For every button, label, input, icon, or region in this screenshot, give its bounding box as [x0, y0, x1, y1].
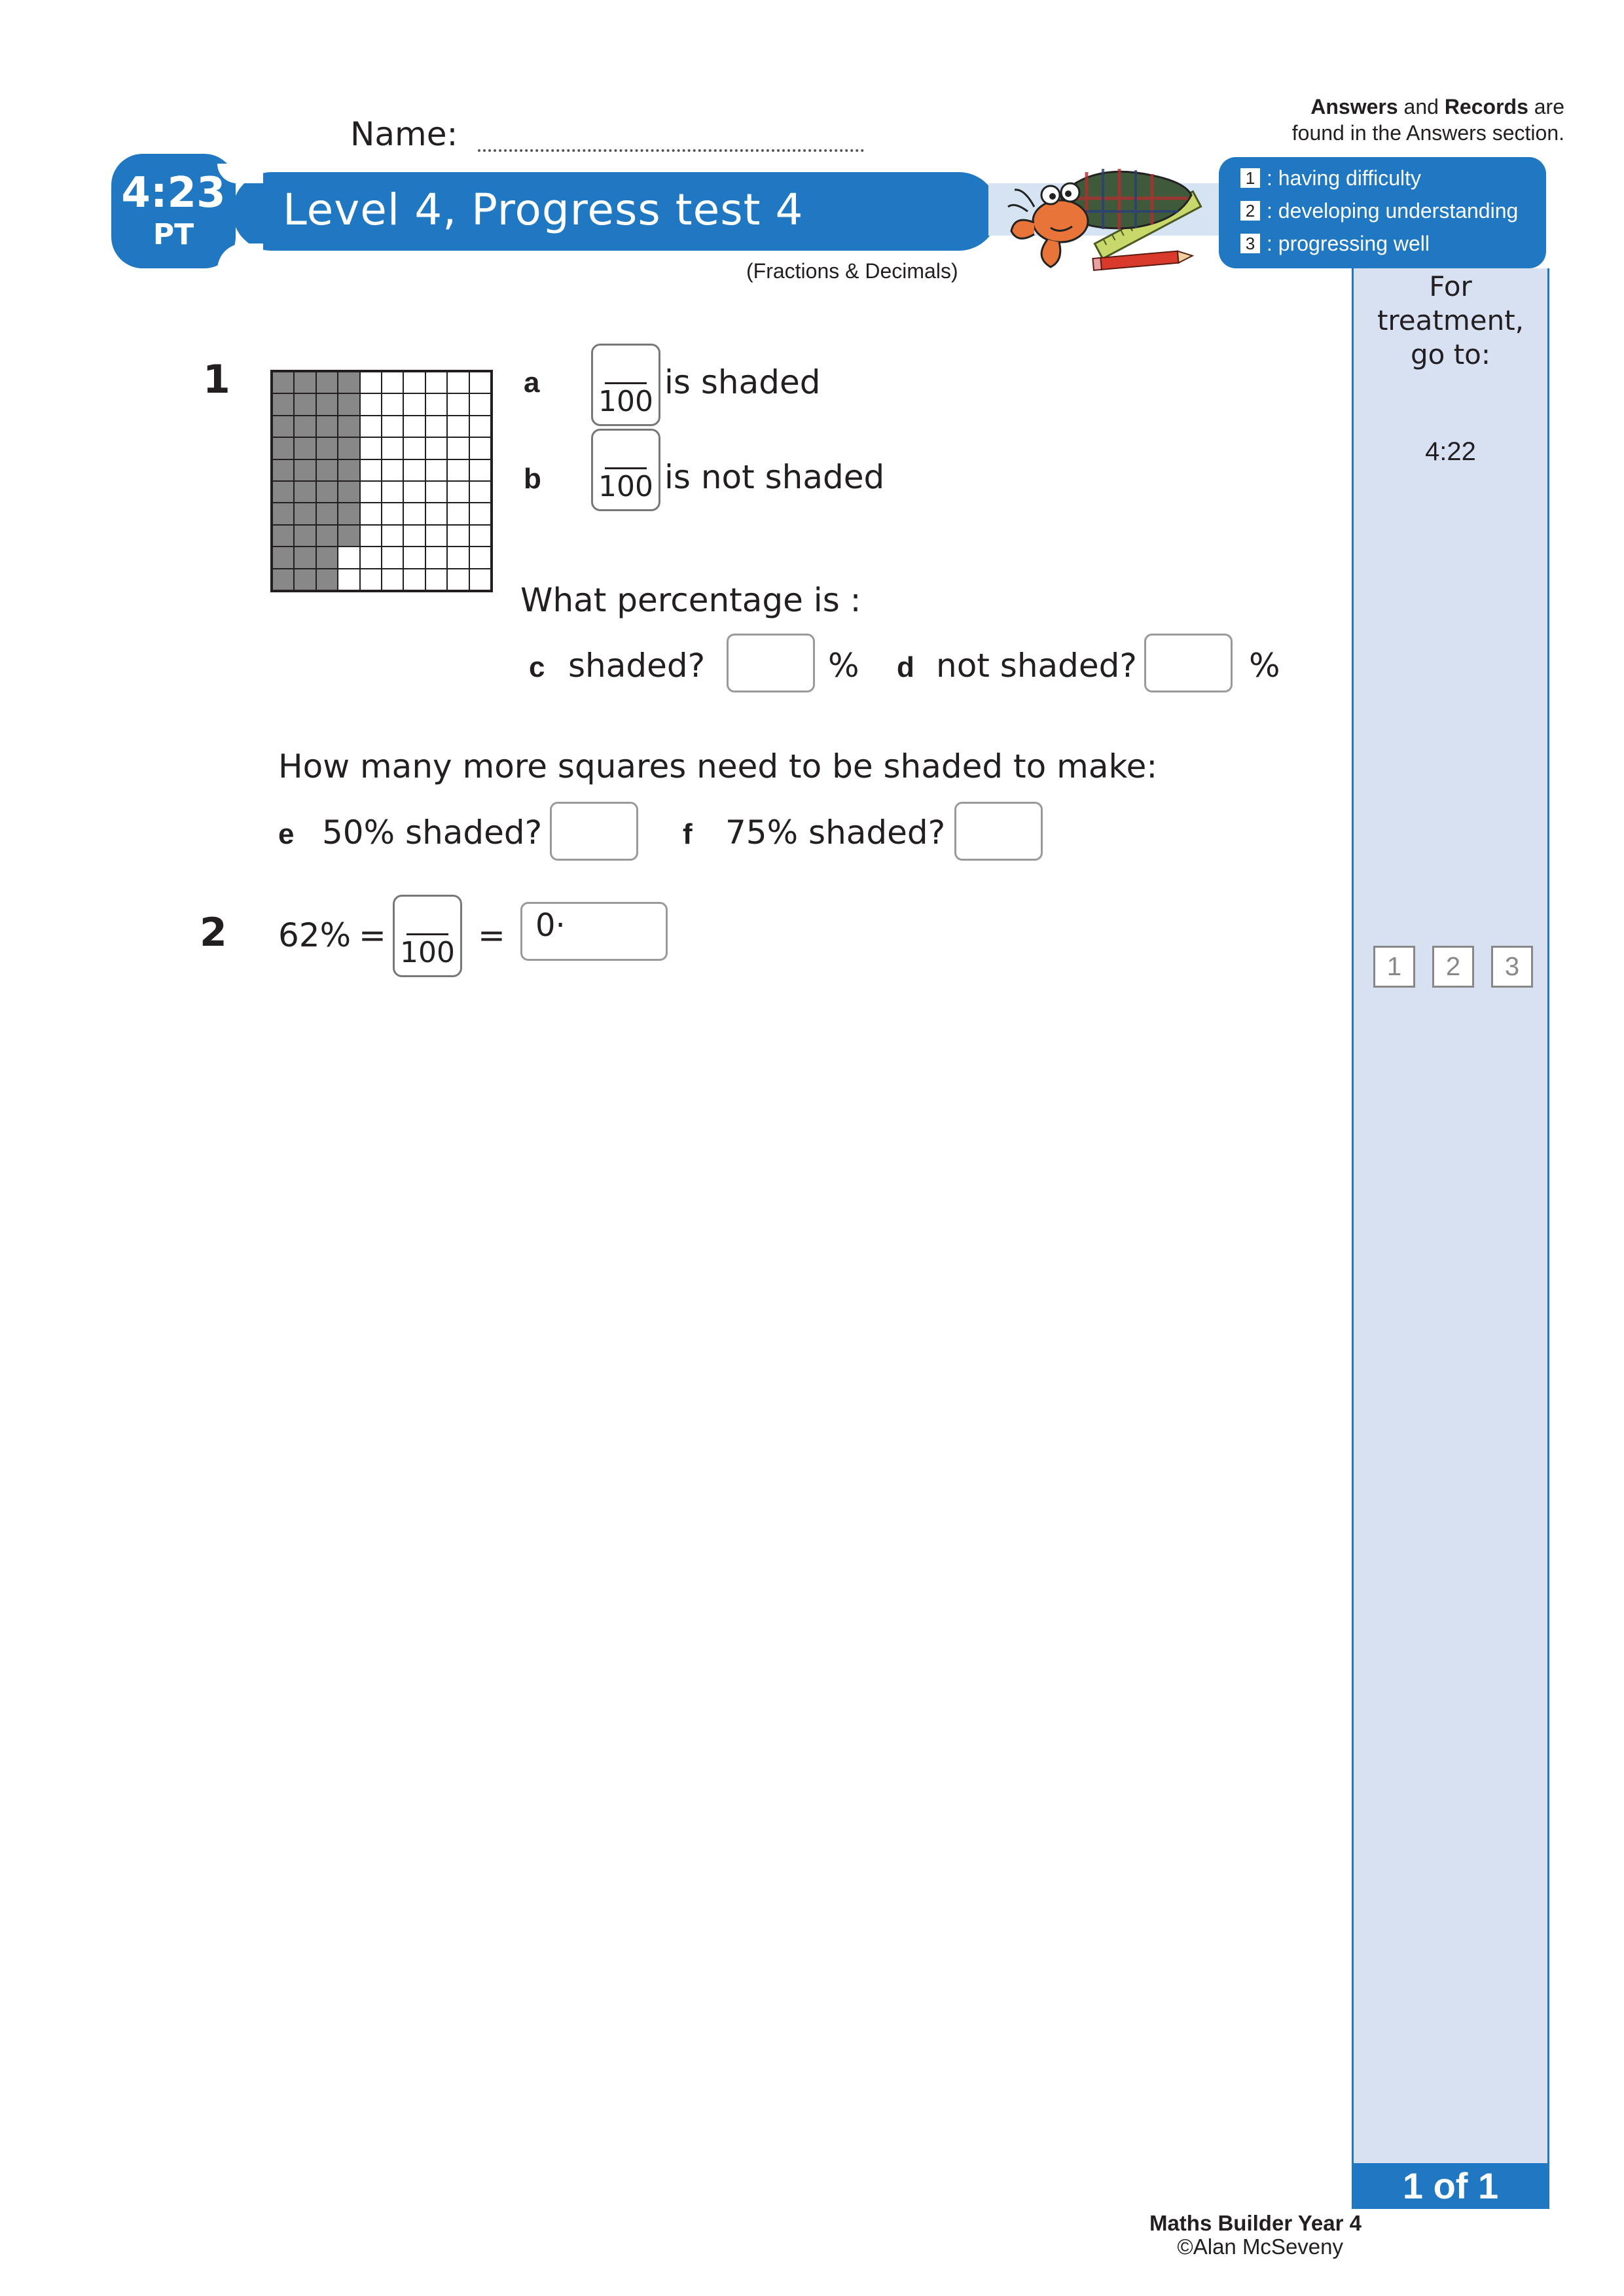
fraction-denominator: 100	[598, 470, 653, 503]
grid-square	[382, 481, 403, 503]
grid-square	[382, 393, 403, 415]
grid-square	[447, 547, 469, 568]
grid-square-shaded	[316, 437, 338, 459]
key-number: 3	[1240, 234, 1260, 253]
name-label: Name:	[350, 115, 458, 153]
page-subtitle: (Fractions & Decimals)	[746, 259, 958, 283]
grid-square-shaded	[294, 481, 316, 503]
grid-square	[425, 416, 447, 437]
grid-square-shaded	[316, 503, 338, 524]
grid-square	[469, 525, 491, 547]
grid-square	[360, 372, 382, 393]
more-squares-prompt: How many more squares need to be shaded to make:	[278, 747, 1158, 785]
treatment-sidebar	[1352, 268, 1549, 2163]
grid-square-shaded	[294, 393, 316, 415]
grid-square	[425, 459, 447, 481]
rating-box-3[interactable]: 3	[1491, 946, 1533, 988]
grid-square	[360, 547, 382, 568]
grid-square-shaded	[338, 416, 359, 437]
percent-sign: %	[1249, 647, 1280, 685]
part-b-letter: b	[524, 463, 541, 495]
grid-square-shaded	[272, 416, 294, 437]
grid-square	[360, 481, 382, 503]
page-title: Level 4, Progress test 4	[283, 185, 804, 235]
grid-square	[382, 437, 403, 459]
name-input-line[interactable]	[478, 149, 864, 152]
grid-square-shaded	[294, 569, 316, 590]
grid-square	[403, 372, 425, 393]
key-row-3	[1240, 228, 1430, 259]
grid-square	[469, 569, 491, 590]
part-f-answer-box[interactable]	[954, 802, 1043, 861]
grid-square-shaded	[338, 525, 359, 547]
part-b-text: is not shaded	[664, 458, 885, 496]
answers-note	[1191, 94, 1564, 146]
grid-square-shaded	[338, 393, 359, 415]
grid-square-shaded	[272, 481, 294, 503]
records-word: Records	[1444, 95, 1528, 118]
grid-square	[425, 372, 447, 393]
grid-square	[360, 437, 382, 459]
grid-square	[403, 459, 425, 481]
percentage-prompt: What percentage is :	[520, 581, 861, 619]
fraction-bar	[605, 382, 647, 384]
test-code-suffix: PT	[153, 218, 194, 251]
key-label: : having difficulty	[1267, 166, 1421, 190]
part-a-letter: a	[524, 367, 540, 399]
grid-square	[469, 481, 491, 503]
part-f-letter: f	[683, 818, 693, 850]
part-a-fraction-box[interactable]	[591, 344, 660, 426]
part-e-text: 50% shaded?	[322, 814, 543, 852]
grid-square	[469, 393, 491, 415]
grid-square	[382, 525, 403, 547]
grid-square	[403, 416, 425, 437]
equals-sign: =	[359, 916, 386, 954]
grid-square	[403, 569, 425, 590]
grid-square	[338, 569, 359, 590]
grid-square-shaded	[272, 393, 294, 415]
grid-square-shaded	[338, 481, 359, 503]
crab-mascot-icon	[988, 149, 1224, 280]
grid-square	[403, 393, 425, 415]
q2-decimal-box[interactable]	[520, 902, 668, 961]
part-e-answer-box[interactable]	[550, 802, 638, 861]
grid-square	[469, 372, 491, 393]
grid-square-shaded	[272, 525, 294, 547]
part-c-text: shaded?	[568, 647, 706, 685]
grid-square	[425, 547, 447, 568]
grid-square-shaded	[316, 481, 338, 503]
and-word: and	[1398, 95, 1445, 118]
q2-percent: 62%	[278, 916, 352, 954]
copyright: ©Alan McSeveny	[1177, 2234, 1343, 2259]
grid-square	[382, 547, 403, 568]
are-word: are	[1528, 95, 1564, 118]
key-label: : progressing well	[1267, 231, 1430, 255]
grid-square	[447, 372, 469, 393]
grid-square	[360, 393, 382, 415]
grid-square	[447, 437, 469, 459]
grid-square	[382, 416, 403, 437]
q2-fraction-box[interactable]	[393, 895, 462, 977]
grid-square-shaded	[316, 569, 338, 590]
grid-square-shaded	[272, 437, 294, 459]
grid-square	[403, 503, 425, 524]
answers-word: Answers	[1310, 95, 1398, 118]
page-indicator: 1 of 1	[1352, 2163, 1549, 2209]
key-number: 2	[1240, 201, 1260, 221]
part-d-answer-box[interactable]	[1144, 634, 1233, 692]
grid-square-shaded	[294, 372, 316, 393]
book-title: Maths Builder Year 4	[1149, 2211, 1362, 2235]
part-c-letter: c	[529, 651, 545, 683]
grid-square	[403, 481, 425, 503]
grid-square	[382, 459, 403, 481]
grid-square-shaded	[294, 503, 316, 524]
grid-square	[447, 416, 469, 437]
grid-square	[425, 437, 447, 459]
part-e-letter: e	[278, 818, 295, 850]
grid-square-shaded	[294, 525, 316, 547]
grid-square	[469, 503, 491, 524]
grid-square	[425, 569, 447, 590]
grid-square	[360, 459, 382, 481]
grid-square-shaded	[338, 372, 359, 393]
treatment-line1: For treatment,	[1377, 270, 1525, 336]
treatment-line2: go to:	[1410, 338, 1491, 370]
equals-sign: =	[478, 916, 505, 954]
grid-square	[360, 503, 382, 524]
fraction-bar	[406, 933, 448, 935]
grid-square	[469, 416, 491, 437]
grid-square	[403, 547, 425, 568]
grid-square	[382, 372, 403, 393]
grid-square-shaded	[316, 393, 338, 415]
treatment-ref: 4:22	[1425, 437, 1476, 466]
treatment-heading	[1352, 270, 1549, 372]
grid-square	[469, 437, 491, 459]
key-label: : developing understanding	[1267, 198, 1519, 223]
grid-square-shaded	[338, 459, 359, 481]
part-a-text: is shaded	[664, 363, 821, 401]
grid-square	[425, 393, 447, 415]
fraction-denominator: 100	[598, 385, 653, 418]
grid-square-shaded	[272, 569, 294, 590]
decimal-prefix: 0·	[535, 907, 566, 944]
grid-square	[382, 569, 403, 590]
question-number-2: 2	[200, 910, 227, 956]
test-code: 4:23	[121, 169, 226, 217]
question-number-1: 1	[203, 357, 230, 403]
grid-square-shaded	[294, 416, 316, 437]
part-b-fraction-box[interactable]	[591, 429, 660, 511]
grid-square	[447, 393, 469, 415]
grid-square	[469, 459, 491, 481]
grid-square-shaded	[272, 547, 294, 568]
grid-square	[425, 503, 447, 524]
fraction-denominator: 100	[400, 936, 455, 969]
grid-square-shaded	[316, 547, 338, 568]
part-d-text: not shaded?	[936, 647, 1137, 685]
part-d-letter: d	[897, 651, 914, 683]
grid-square	[360, 416, 382, 437]
key-row-1	[1240, 162, 1421, 194]
rating-box-2[interactable]: 2	[1432, 946, 1474, 988]
grid-square-shaded	[316, 372, 338, 393]
grid-square	[382, 503, 403, 524]
fraction-bar	[605, 467, 647, 469]
grid-square-shaded	[316, 525, 338, 547]
grid-square-shaded	[272, 503, 294, 524]
grid-square	[447, 569, 469, 590]
grid-square	[447, 459, 469, 481]
grid-square	[338, 547, 359, 568]
grid-square-shaded	[294, 437, 316, 459]
grid-square-shaded	[272, 459, 294, 481]
grid-square-shaded	[316, 416, 338, 437]
hundred-grid	[270, 370, 493, 592]
grid-square	[425, 525, 447, 547]
grid-square-shaded	[338, 437, 359, 459]
key-row-2	[1240, 195, 1518, 226]
grid-square	[447, 481, 469, 503]
key-number: 1	[1240, 168, 1260, 188]
percent-sign: %	[828, 647, 859, 685]
grid-square-shaded	[316, 459, 338, 481]
grid-square	[403, 525, 425, 547]
answers-note-line2: found in the Answers section.	[1291, 121, 1564, 145]
grid-square-shaded	[338, 503, 359, 524]
grid-square	[403, 437, 425, 459]
grid-square	[425, 481, 447, 503]
part-c-answer-box[interactable]	[727, 634, 815, 692]
grid-square	[447, 525, 469, 547]
grid-square	[469, 547, 491, 568]
grid-square	[447, 503, 469, 524]
grid-square	[360, 569, 382, 590]
rating-box-1[interactable]: 1	[1373, 946, 1415, 988]
grid-square	[360, 525, 382, 547]
grid-square-shaded	[294, 459, 316, 481]
grid-square-shaded	[272, 372, 294, 393]
part-f-text: 75% shaded?	[725, 814, 946, 852]
grid-square-shaded	[294, 547, 316, 568]
